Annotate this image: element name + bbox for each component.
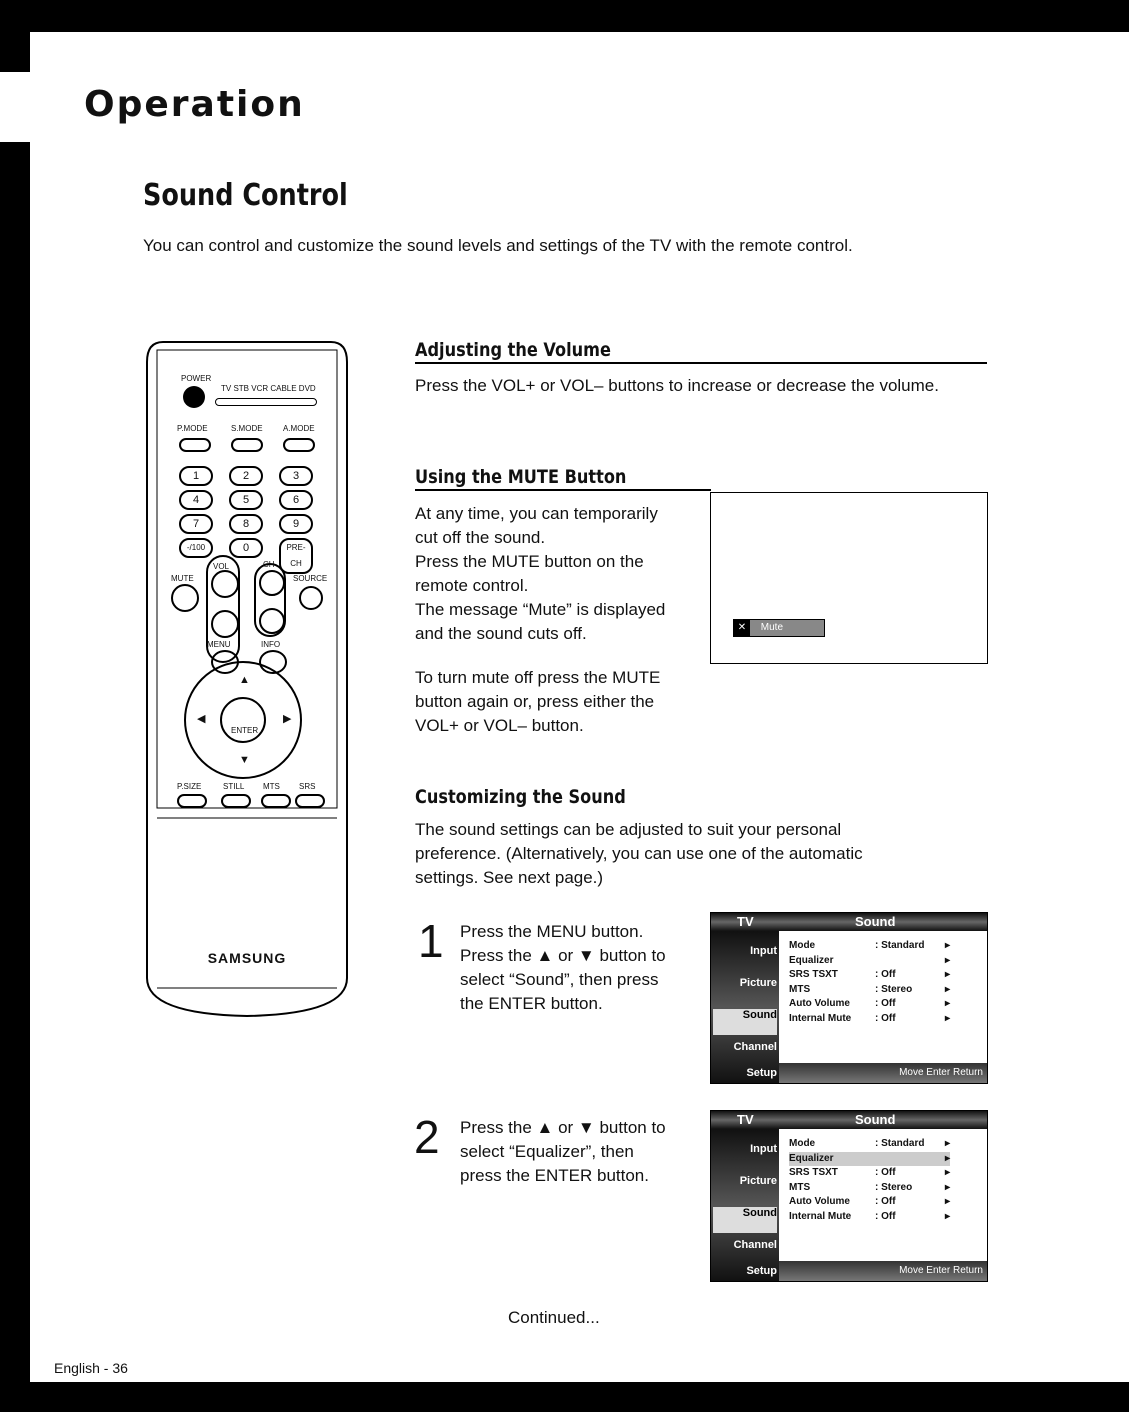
step-number: 2 bbox=[414, 1111, 440, 1163]
left-border bbox=[0, 142, 30, 1382]
osd-row[interactable]: Equalizer ▸ bbox=[789, 1152, 950, 1167]
osd-row[interactable]: Auto Volume : Off ▸ bbox=[789, 998, 951, 1009]
pmode-label: P.MODE bbox=[177, 424, 208, 433]
menu-button[interactable] bbox=[211, 650, 239, 674]
osd-row[interactable]: Equalizer ▸ bbox=[789, 954, 951, 966]
osd-title: Sound bbox=[855, 914, 896, 929]
custom-line: The sound settings can be adjusted to suit your personal bbox=[415, 820, 842, 839]
page-title: Sound Control bbox=[143, 178, 348, 213]
intro-text: You can control and customize the sound levels and settings of the TV with the remote control. bbox=[143, 236, 853, 255]
mute-osd bbox=[733, 619, 825, 637]
info-label: INFO bbox=[261, 640, 281, 649]
mute-osd-label: Mute bbox=[760, 622, 784, 633]
mute-line: remote control. bbox=[415, 576, 529, 595]
digit-button[interactable]: 1 bbox=[179, 466, 213, 486]
osd-title: Sound bbox=[855, 1112, 896, 1127]
digit-button[interactable]: -/100 bbox=[179, 538, 213, 558]
osd-sidebar bbox=[711, 1129, 779, 1281]
still-button[interactable] bbox=[221, 794, 251, 808]
osd-row[interactable]: SRS TSXT : Off ▸ bbox=[789, 1167, 951, 1178]
mute-line: Press the MUTE button on the bbox=[415, 552, 644, 571]
mute-off-line: VOL+ or VOL– button. bbox=[415, 716, 584, 735]
digit-button[interactable]: 3 bbox=[279, 466, 313, 486]
heading-rule bbox=[415, 489, 711, 491]
source-button[interactable] bbox=[299, 586, 323, 610]
right-arrow-icon[interactable]: ▶ bbox=[283, 713, 292, 725]
vol-label: VOL bbox=[213, 562, 230, 571]
osd-side-item[interactable]: Input bbox=[750, 1143, 777, 1155]
srs-label: SRS bbox=[299, 782, 316, 791]
menu-label: MENU bbox=[207, 640, 231, 649]
ch-up-button[interactable] bbox=[259, 570, 285, 596]
smode-label: S.MODE bbox=[231, 424, 263, 433]
amode-label: A.MODE bbox=[283, 424, 315, 433]
left-border-top bbox=[0, 0, 30, 72]
osd-row[interactable]: Internal Mute : Off ▸ bbox=[789, 1210, 951, 1222]
step-line: select “Equalizer”, then bbox=[460, 1142, 634, 1161]
osd-side-item[interactable]: Setup bbox=[746, 1265, 777, 1277]
step-line: press the ENTER button. bbox=[460, 1166, 649, 1185]
ch-down-button[interactable] bbox=[259, 608, 285, 634]
osd-row[interactable]: Mode : Standard ▸ bbox=[789, 1138, 951, 1149]
amode-button[interactable] bbox=[283, 438, 315, 452]
digit-button[interactable]: PRE-CH bbox=[279, 538, 313, 574]
psize-button[interactable] bbox=[177, 794, 207, 808]
top-border bbox=[0, 0, 1129, 32]
osd-rows bbox=[789, 1137, 950, 1224]
vol-up-button[interactable] bbox=[211, 570, 239, 598]
mts-label: MTS bbox=[263, 782, 280, 791]
power-label: POWER bbox=[181, 374, 212, 383]
power-button[interactable] bbox=[183, 386, 205, 408]
osd-row[interactable]: Auto Volume : Off ▸ bbox=[789, 1196, 951, 1207]
mute-screen bbox=[710, 492, 988, 664]
up-arrow-icon[interactable]: ▲ bbox=[239, 674, 250, 686]
psize-label: P.SIZE bbox=[177, 782, 202, 791]
osd-side-item[interactable]: Picture bbox=[739, 1175, 777, 1187]
osd-side-item[interactable]: Channel bbox=[733, 1041, 777, 1053]
mute-off-line: button again or, press either the bbox=[415, 692, 655, 711]
mute-label: MUTE bbox=[171, 574, 194, 583]
equalizer-menu-screenshot bbox=[710, 1110, 988, 1282]
mode-slider[interactable] bbox=[215, 398, 317, 406]
adjusting-heading: Adjusting the Volume bbox=[415, 339, 611, 361]
custom-heading: Customizing the Sound bbox=[415, 786, 626, 808]
enter-button[interactable] bbox=[233, 706, 253, 720]
mute-line: cut off the sound. bbox=[415, 528, 546, 547]
osd-side-item[interactable]: Sound bbox=[713, 1009, 777, 1035]
mute-icon: ✕ bbox=[734, 620, 750, 636]
osd-side-item[interactable]: Sound bbox=[713, 1207, 777, 1233]
adjusting-text: Press the VOL+ or VOL– buttons to increase or decrease the volume. bbox=[415, 376, 939, 395]
mute-off-line: To turn mute off press the MUTE bbox=[415, 668, 661, 687]
still-label: STILL bbox=[223, 782, 245, 791]
mute-line: The message “Mute” is displayed bbox=[415, 600, 666, 619]
osd-tab: TV bbox=[737, 914, 754, 929]
mute-line: and the sound cuts off. bbox=[415, 624, 587, 643]
digit-button[interactable]: 4 bbox=[179, 490, 213, 510]
digit-button[interactable]: 0 bbox=[229, 538, 263, 558]
step-line: Press the MENU button. bbox=[460, 922, 644, 941]
digit-button[interactable]: 8 bbox=[229, 514, 263, 534]
osd-row[interactable]: MTS : Stereo ▸ bbox=[789, 983, 951, 995]
section-title: Operation bbox=[84, 84, 305, 125]
mute-line: At any time, you can temporarily bbox=[415, 504, 658, 523]
pmode-button[interactable] bbox=[179, 438, 211, 452]
mts-button[interactable] bbox=[261, 794, 291, 808]
osd-side-item[interactable]: Input bbox=[750, 945, 777, 957]
left-arrow-icon[interactable]: ◀ bbox=[197, 713, 206, 725]
osd-side-item[interactable]: Channel bbox=[733, 1239, 777, 1251]
vol-down-button[interactable] bbox=[211, 610, 239, 638]
down-arrow-icon[interactable]: ▼ bbox=[239, 754, 250, 766]
digit-button[interactable]: 5 bbox=[229, 490, 263, 510]
osd-rows bbox=[789, 939, 950, 1026]
osd-title-bar bbox=[711, 913, 987, 931]
mute-button[interactable] bbox=[171, 584, 199, 612]
step-line: Press the ▲ or ▼ button to bbox=[460, 1118, 666, 1137]
osd-tab: TV bbox=[737, 1112, 754, 1127]
step-line: the ENTER button. bbox=[460, 994, 603, 1013]
osd-footer: Move Enter Return bbox=[779, 1063, 987, 1083]
remote-control bbox=[143, 338, 351, 1018]
custom-line: settings. See next page.) bbox=[415, 868, 604, 887]
digit-button[interactable]: 7 bbox=[179, 514, 213, 534]
osd-side-item[interactable]: Setup bbox=[746, 1067, 777, 1079]
continued-text: Continued... bbox=[508, 1308, 600, 1327]
srs-button[interactable] bbox=[295, 794, 325, 808]
osd-side-item[interactable]: Picture bbox=[739, 977, 777, 989]
page-number: English - 36 bbox=[54, 1360, 128, 1376]
mute-heading: Using the MUTE Button bbox=[415, 466, 627, 488]
mode-labels: TV STB VCR CABLE DVD bbox=[221, 384, 316, 393]
osd-row[interactable]: MTS : Stereo ▸ bbox=[789, 1181, 951, 1193]
osd-row[interactable]: Internal Mute : Off ▸ bbox=[789, 1012, 951, 1024]
osd-sidebar bbox=[711, 931, 779, 1083]
source-label: SOURCE bbox=[293, 574, 328, 583]
osd-row[interactable]: SRS TSXT : Off ▸ bbox=[789, 969, 951, 980]
osd-title-bar bbox=[711, 1111, 987, 1129]
step-line: Press the ▲ or ▼ button to bbox=[460, 946, 666, 965]
custom-line: preference. (Alternatively, you can use one of the automatic bbox=[415, 844, 863, 863]
digit-button[interactable]: 6 bbox=[279, 490, 313, 510]
digit-button[interactable]: 2 bbox=[229, 466, 263, 486]
heading-rule bbox=[415, 362, 987, 364]
ch-label: CH bbox=[263, 560, 275, 569]
brand-logo: SAMSUNG bbox=[207, 950, 287, 966]
osd-footer: Move Enter Return bbox=[779, 1261, 987, 1281]
step-number: 1 bbox=[418, 915, 444, 967]
enter-label: ENTER bbox=[231, 726, 259, 735]
osd-row[interactable]: Mode : Standard ▸ bbox=[789, 940, 951, 951]
sound-menu-screenshot bbox=[710, 912, 988, 1084]
step-line: select “Sound”, then press bbox=[460, 970, 659, 989]
smode-button[interactable] bbox=[231, 438, 263, 452]
bottom-border bbox=[0, 1382, 1129, 1412]
digit-button[interactable]: 9 bbox=[279, 514, 313, 534]
info-button[interactable] bbox=[259, 650, 287, 674]
